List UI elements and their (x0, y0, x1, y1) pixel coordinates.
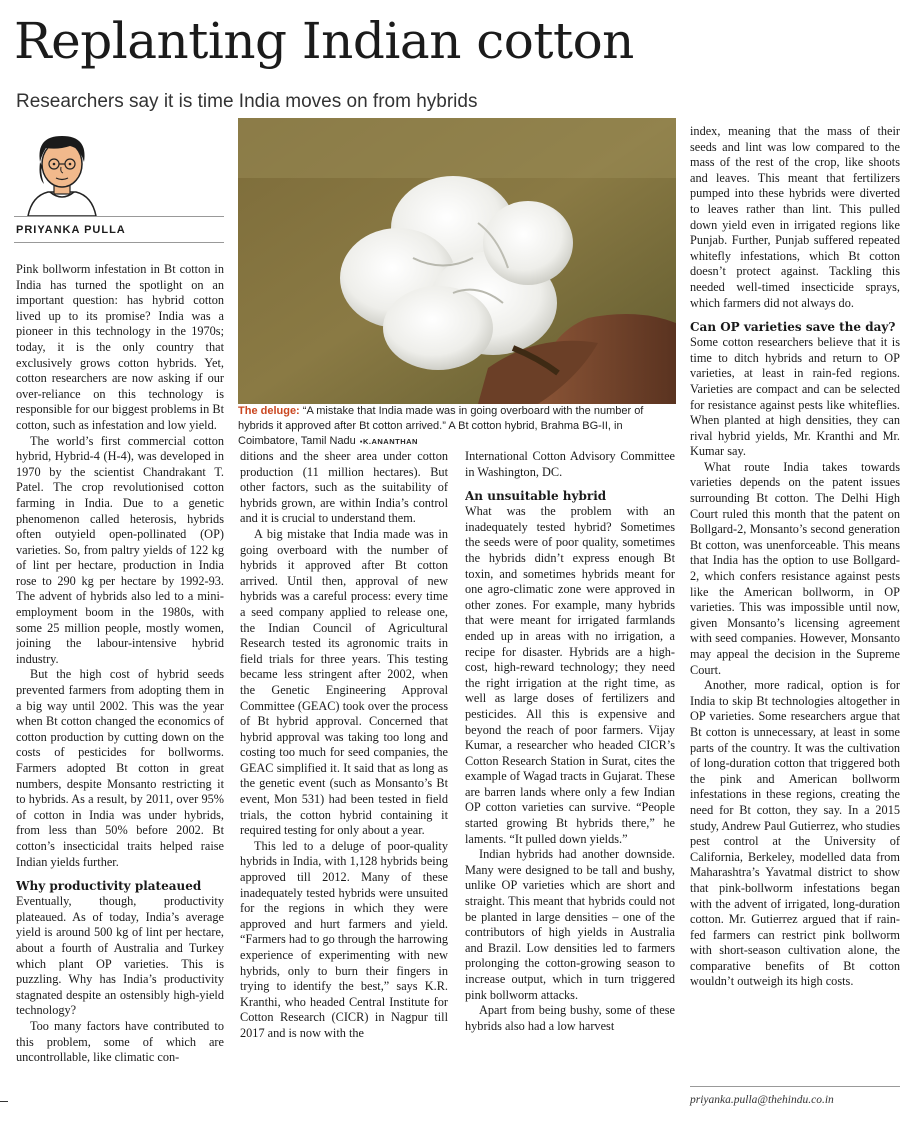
subheading-op-varieties: Can OP varieties save the day? (690, 320, 896, 335)
paragraph: The world’s first commercial cotton hybrid, Hybrid-4 (H-4), was developed in 1970 by the scientist Chandrakant T. Patel. The crop revolutionised cotton farming in India. Due to a genetic phenomenon called heterosis, hybrids often outyield open-pollinated (OP) varieties. So, from paltry yields of 122 kg of lint per hectare, production in India rose to 290 kg per hectare by 1992-93. The advent of hybrids also led to a mini-employment boom in the 1980s, with some 25 million people, mostly women, joining the labour-intensive hybrid industry. (16, 433, 224, 666)
subheading-unsuitable-hybrid: An unsuitable hybrid (465, 489, 607, 504)
paragraph: Another, more radical, option is for India to skip Bt technologies altogether in OP varieties. Some researchers argue that Bt cotton is unnecessary, at least in some parts of the country. It was the cultivation of long-duration cotton that triggered both the pink and American bollworm infestations in these regions, creating the need for Bt cotton, they say. In a 2015 study, Andrew Paul Gutierrez, who studies pest control at the University of California, Berkeley, modelled data from Maharashtra’s Yavatmal district to show that pink-bollworm infestations began with the advent of irrigated, long-duration cotton. Mr. Gutierrez argued that if rain-fed farmers can restrict pink bollworm with short-season cultivation alone, the comparative benefits of Bt cotton wouldn’t outweigh its high costs. (690, 678, 900, 989)
email-rule (690, 1086, 900, 1087)
subheading-productivity: Why productivity plateaued (16, 879, 202, 894)
paragraph: International Cotton Advisory Committee in Washington, DC. (465, 449, 675, 479)
paragraph: index, meaning that the mass of their seeds and lint was low compared to the mass of the rest of the crop, like shoots and leaves. This meant that fertilizers pumped into these hybrids were diverted to leaves rather than lint. This pulled down yield even in irrigated regions like Punjab. Further, Punjab suffered repeated whitefly infestations, which Bt cotton doesn’t protect against. Tackling this needed well-timed insecticide sprays, which farmers did not always do. (690, 124, 900, 310)
paragraph: Indian hybrids had another downside. Many were designed to be tall and bushy, unlike OP varieties which are short and straight. This meant that hybrids could not be planted in large densities – one of the contributors of high yields in Australia and Brazil. Low densities led to farmers prolonging the cotton-growing season to increase output, which in turn triggered pink bollworm attacks. (465, 847, 675, 1002)
paragraph: What was the problem with an inadequately tested hybrid? Sometimes the seeds were of poor quality, sometimes the hybrids didn’t express enough Bt toxin, and sometimes hybrids meant for one agro-climatic zone were approved in other zones. For example, many hybrids that were meant for irrigated farmlands ended up in areas with no irrigation, a recipe for disaster. Hybrids are a high-cost, high-reward technology; they need the right irrigation at the right time, as well as large doses of fertilizers and pesticides. All this is expensive and beyond the reach of poor farmers. Vijay Kumar, a researcher who headed CICR’s Cotton Research Station in Surat, cites the example of Wagad tracts in Gujarat. These are barren lands where only a few Indian OP cotton varieties can survive. “People started growing Bt hybrids there,” he laments. “It pulled down yields.” (465, 504, 675, 846)
paragraph: ditions and the sheer area under cotton production (11 million hectares). But other factors, such as the suitability of hybrids grown, are within India’s control and it is crucial to understand them. (240, 449, 448, 526)
paragraph: Eventually, though, productivity plateaued. As of today, India’s average yield is around 500 kg of lint per hectare, about a fourth of Australia and Turkey which plant OP varieties. This is puzzling. Why has India’s productivity stagnated despite an ostensibly high-yield technology? (16, 894, 224, 1018)
paragraph: But the high cost of hybrid seeds prevented farmers from adopting them in a big way until 2002. This was the year when Bt cotton changed the economics of cotton production by cutting down on the costs of pesticides for bollworms. Farmers adopted Bt cotton in great numbers, despite Monsanto restricting it to hybrids. As a result, by 2011, over 95% of cotton in India was under hybrids, from less than 50% before 2002. Bt cotton’s insecticidal traits helped raise Indian yields further. (16, 667, 224, 869)
byline-top-rule (14, 216, 224, 217)
column-marker (0, 1101, 8, 1102)
paragraph: What route India takes towards varieties depends on the patent issues surrounding Bt cotton. The Delhi High Court ruled this month that the patent on Bollgard-2, Monsanto’s second generation Bt cotton, was unenforceable. This means that India has the option to use Bollgard-2, which confers resistance against pests like the American bollworm, in OP varieties. This was impossible until now, given Monsanto’s licensing agreement with seed companies. However, Monsanto may appeal the decision in the Supreme Court. (690, 459, 900, 677)
author-email: priyanka.pulla@thehindu.co.in (690, 1094, 834, 1106)
article-column-2 (240, 449, 448, 1118)
article-column-3 (465, 449, 675, 1118)
paragraph: This led to a deluge of poor-quality hybrids in India, with 1,128 hybrids being approved till 2012. Many of these inadequately tested hybrids were unsuited for the regions in which they were approved and hurt farmers and yield. “Farmers had to go through the harrowing experience of experimenting with new hybrids, only to burn their fingers in trying to identify the best,” says K.R. Kranthi, who headed Central Institute for Cotton Research (CICR) in Nagpur till 2017 and is now with the (240, 838, 448, 1040)
byline-bottom-rule (14, 242, 224, 243)
byline: PRIYANKA PULLA (16, 224, 126, 236)
caption-text: “A mistake that India made was in going overboard with the number of hybrids it approved after Bt cotton arrived.” A Bt cotton hybrid, Brahma BG-II, in Coimbatore, Tamil Nadu (238, 405, 644, 447)
article-column-1 (16, 262, 224, 1118)
cotton-boll-photo (238, 118, 676, 404)
paragraph: Apart from being bushy, some of these hybrids also had a low harvest (465, 1003, 675, 1033)
paragraph: Pink bollworm infestation in Bt cotton in India has turned the spotlight on an important question: has hybrid cotton lived up to its promise? India was a pioneer in this technology in the 1970s; today, it is the only country that exclusively grows cotton hybrids. Yet, cotton researchers are now asking if our over-reliance on this technology is responsible for our biggest problems in Bt cotton, such as infestation and low yield. (16, 262, 224, 432)
headline: Replanting Indian cotton (14, 12, 634, 70)
paragraph: Some cotton researchers believe that it is time to ditch hybrids and return to OP varieties, at least in rain-fed regions. Varieties are compact and can be selected for resistance against pests like whiteflies. When planted at high densities, they can rival hybrid yields, Mr. Kranthi and Mr. Kumar say. (690, 335, 900, 459)
author-caricature-icon (18, 126, 106, 216)
paragraph: A big mistake that India made was in going overboard with the number of hybrids it approved after Bt cotton arrived. Until then, approval of new hybrids was a careful process: every time a seed company applied to release one, the Indian Council of Agricultural Research tested its agronomic traits in field trials for three years. This testing became less stringent after 2002, when the Genetic Engineering Approval Committee (GEAC) took over the process of Bt hybrid approval. Concerned that hybrid approval was taking too long and costing too much for seed companies, the GEAC simplified it. It said that as long as the genetic event (such as Monsanto’s Bt event, Mon 531) had been tested in field trials, the cotton hybrid containing it required testing for only about a year. (240, 526, 448, 838)
paragraph: Too many factors have contributed to this problem, some of which are uncontrollable, like climatic con- (16, 1018, 224, 1065)
photo-caption (238, 404, 678, 449)
deck-subtitle: Researchers say it is time India moves on from hybrids (16, 91, 478, 112)
article-column-4 (690, 124, 900, 1086)
photo-credit: ▪K.ANANTHAN (359, 437, 418, 446)
caption-lead: The deluge: (238, 405, 300, 417)
